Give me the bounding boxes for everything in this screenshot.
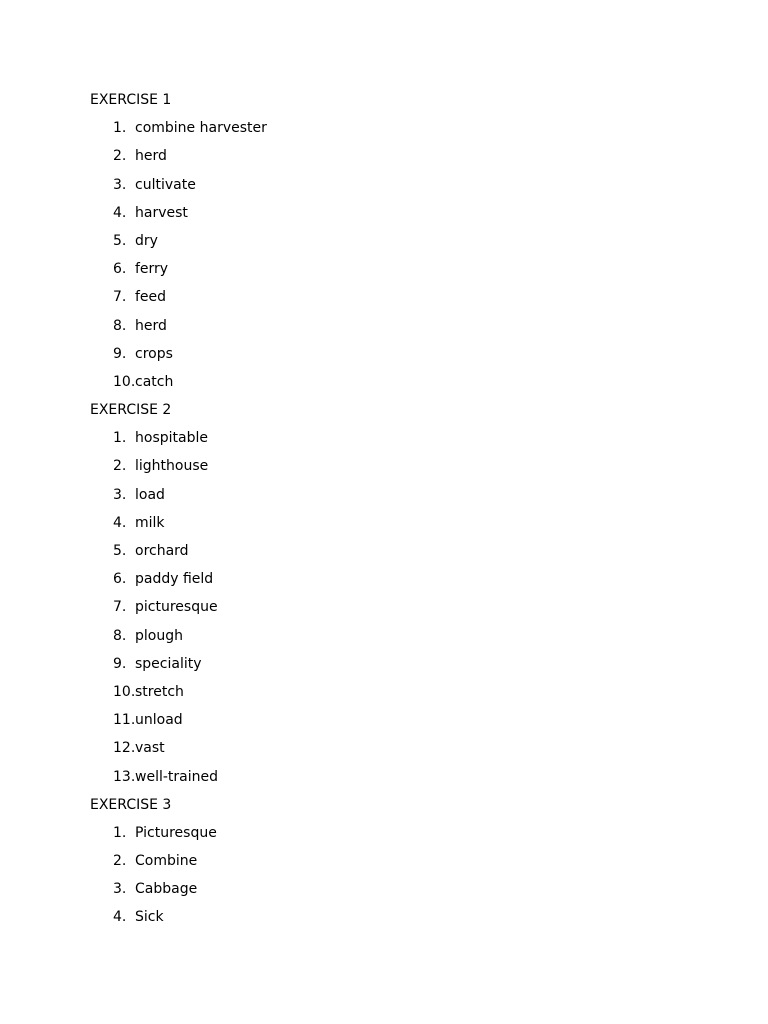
item-number: 6. xyxy=(113,571,127,588)
list-item xyxy=(90,283,690,311)
item-text: cultivate xyxy=(135,176,196,193)
list-item xyxy=(90,452,690,480)
list-item xyxy=(90,903,690,931)
item-number: 3. xyxy=(113,176,127,193)
document-page xyxy=(90,86,690,932)
item-text: herd xyxy=(135,148,167,165)
item-text: combine harvester xyxy=(135,120,267,137)
list-item xyxy=(90,819,690,847)
list-item xyxy=(90,593,690,621)
item-text: harvest xyxy=(135,204,188,221)
list-item xyxy=(90,734,690,762)
item-text: Picturesque xyxy=(135,824,217,841)
item-text: herd xyxy=(135,317,167,334)
item-number: 1. xyxy=(113,824,127,841)
item-number: 7. xyxy=(113,599,127,616)
item-text: lighthouse xyxy=(135,458,209,475)
item-number: 5. xyxy=(113,232,127,249)
item-number: 8. xyxy=(113,317,127,334)
item-text: picturesque xyxy=(135,599,218,616)
exercise-1-heading: EXERCISE 1 xyxy=(90,92,172,108)
item-text: Cabbage xyxy=(135,881,198,898)
list-item xyxy=(90,255,690,283)
exercise-2-heading: EXERCISE 2 xyxy=(90,402,172,419)
list-item xyxy=(90,622,690,650)
list-item xyxy=(90,199,690,227)
item-text: orchard xyxy=(135,543,189,559)
list-item xyxy=(90,227,690,255)
item-text: plough xyxy=(135,627,183,644)
list-item xyxy=(90,875,690,903)
list-item xyxy=(90,312,690,340)
item-text: vast xyxy=(135,740,165,757)
item-number: 4. xyxy=(113,909,127,926)
item-text: ferry xyxy=(135,261,169,278)
item-number: 5. xyxy=(113,543,127,559)
list-item xyxy=(90,537,690,565)
item-number: 13. xyxy=(113,768,136,785)
item-number: 1. xyxy=(113,120,127,137)
item-text: catch xyxy=(135,373,174,390)
item-text: crops xyxy=(135,345,173,362)
item-number: 10. xyxy=(113,683,136,700)
item-text: Sick xyxy=(135,909,164,926)
list-item xyxy=(90,171,690,199)
item-text: Combine xyxy=(135,853,198,870)
item-text: speciality xyxy=(135,655,202,672)
list-item xyxy=(90,650,690,678)
item-number: 11. xyxy=(113,712,136,729)
item-number: 9. xyxy=(113,655,127,672)
item-text: hospitable xyxy=(135,430,208,447)
item-number: 7. xyxy=(113,289,127,306)
item-text: well-trained xyxy=(135,768,218,785)
item-number: 12. xyxy=(113,740,136,757)
item-text: feed xyxy=(135,289,167,306)
list-item xyxy=(90,509,690,537)
item-text: load xyxy=(135,486,165,503)
list-item xyxy=(90,847,690,875)
item-number: 3. xyxy=(113,486,127,503)
item-number: 1. xyxy=(113,430,127,447)
item-number: 4. xyxy=(113,204,127,221)
list-item xyxy=(90,481,690,509)
list-item xyxy=(90,424,690,452)
item-number: 9. xyxy=(113,345,127,362)
list-item xyxy=(90,706,690,734)
item-number: 6. xyxy=(113,261,127,278)
item-number: 8. xyxy=(113,627,127,644)
item-number: 2. xyxy=(113,853,127,870)
item-text: dry xyxy=(135,232,158,249)
list-item xyxy=(90,565,690,593)
item-number: 10. xyxy=(113,373,136,390)
exercise-3-heading: EXERCISE 3 xyxy=(90,796,172,813)
list-item xyxy=(90,368,690,396)
item-text: milk xyxy=(135,514,165,531)
list-item xyxy=(90,142,690,170)
item-text: stretch xyxy=(135,683,184,700)
item-text: unload xyxy=(135,712,183,729)
list-item xyxy=(90,114,690,142)
list-item xyxy=(90,678,690,706)
item-text: paddy field xyxy=(135,571,214,588)
list-item xyxy=(90,763,690,791)
item-number: 2. xyxy=(113,148,127,165)
list-item xyxy=(90,340,690,368)
item-number: 3. xyxy=(113,881,127,898)
item-number: 2. xyxy=(113,458,127,475)
item-number: 4. xyxy=(113,514,127,531)
